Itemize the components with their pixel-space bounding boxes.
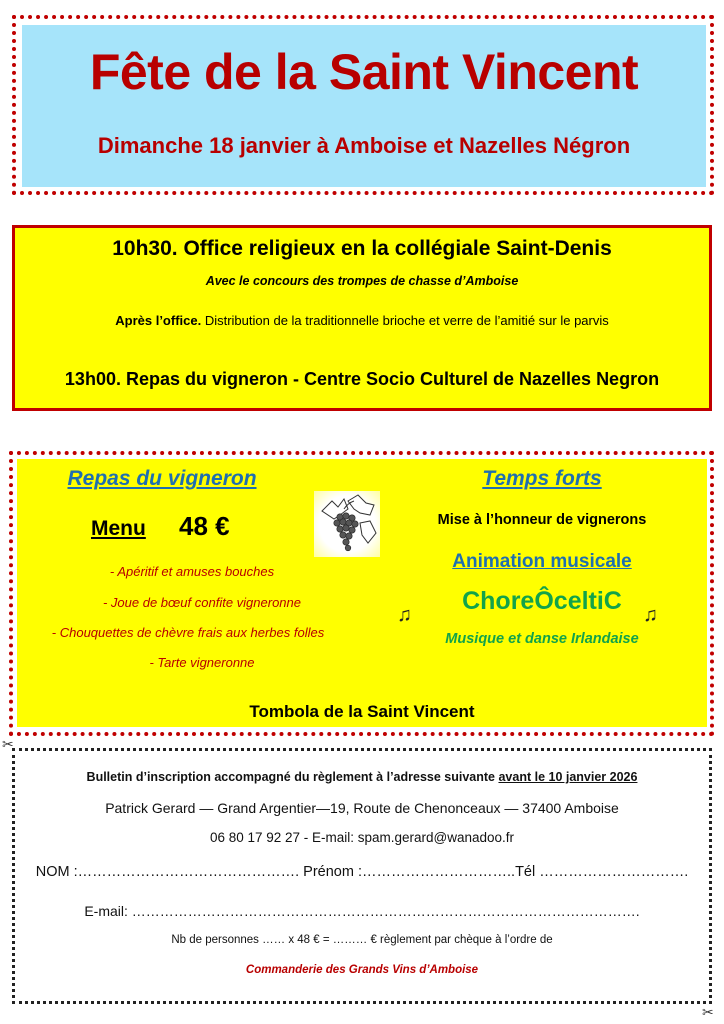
form-deadline: avant le 10 janvier 2026 bbox=[498, 770, 638, 784]
grape-vine-icon bbox=[314, 491, 380, 557]
music-note-icon: ♫ bbox=[397, 604, 412, 626]
event-date-location: Dimanche 18 janvier à Amboise et Nazelles Négron bbox=[97, 133, 631, 158]
header-banner bbox=[22, 25, 706, 187]
form-intro-text: Bulletin d’inscription accompagné du règlement à l’adresse suivante bbox=[86, 770, 499, 784]
band-name: ChoreÔceltiC bbox=[462, 587, 622, 615]
menu-item: - Chouquettes de chèvre frais aux herbes folles bbox=[51, 625, 325, 640]
schedule-box bbox=[12, 225, 712, 411]
menu-label: Menu bbox=[91, 517, 146, 540]
after-mass-text bbox=[15, 313, 709, 328]
form-payee: Commanderie des Grands Vins d’Amboise bbox=[245, 964, 479, 976]
after-mass-description: Distribution de la traditionnelle brioche et verre de l’amitié sur le parvis bbox=[201, 313, 609, 328]
menu-item: - Apéritif et amuses bouches bbox=[109, 564, 275, 579]
scissors-icon: ✂ bbox=[702, 1004, 714, 1020]
menu-item: - Joue de bœuf confite vigneronne bbox=[102, 595, 301, 610]
menu-item: - Tarte vigneronne bbox=[149, 655, 255, 670]
meal-section-title: Repas du vigneron bbox=[67, 467, 257, 490]
music-note-icon: ♫ bbox=[643, 604, 658, 626]
menu-price: 48 € bbox=[179, 511, 230, 541]
meal-panel bbox=[17, 459, 707, 727]
form-intro bbox=[12, 770, 712, 784]
page-title: Fête de la Saint Vincent bbox=[89, 44, 639, 100]
form-address: Patrick Gerard — Grand Argentier—19, Route de Chenonceaux — 37400 Amboise bbox=[105, 800, 619, 816]
meal-schedule: 13h00. Repas du vigneron - Centre Socio Culturel de Nazelles Negron bbox=[64, 369, 660, 389]
mass-title: 10h30. Office religieux en la collégiale Saint-Denis bbox=[112, 237, 612, 260]
mass-subtitle: Avec le concours des trompes de chasse d’Amboise bbox=[205, 274, 519, 288]
form-contact: 06 80 17 92 27 - E-mail: spam.gerard@wanadoo.fr bbox=[209, 830, 515, 845]
tombola-label: Tombola de la Saint Vincent bbox=[249, 702, 475, 721]
scissors-icon: ✂ bbox=[2, 736, 14, 752]
band-description: Musique et danse Irlandaise bbox=[445, 631, 639, 647]
after-mass-label: Après l’office. bbox=[115, 313, 202, 328]
music-animation-title: Animation musicale bbox=[452, 551, 632, 572]
form-name-fields: NOM :………………………………………. Prénom :…………………………..Tél …………………………. bbox=[35, 864, 689, 880]
highlights-title: Temps forts bbox=[482, 467, 602, 490]
form-email-field: E-mail: ………………………………………………………………………………………………. bbox=[84, 903, 640, 919]
highlight-winemakers: Mise à l’honneur de vignerons bbox=[437, 512, 647, 528]
form-people-count: Nb de personnes …… x 48 € = ……… € règlement par chèque à l’ordre de bbox=[171, 934, 553, 946]
